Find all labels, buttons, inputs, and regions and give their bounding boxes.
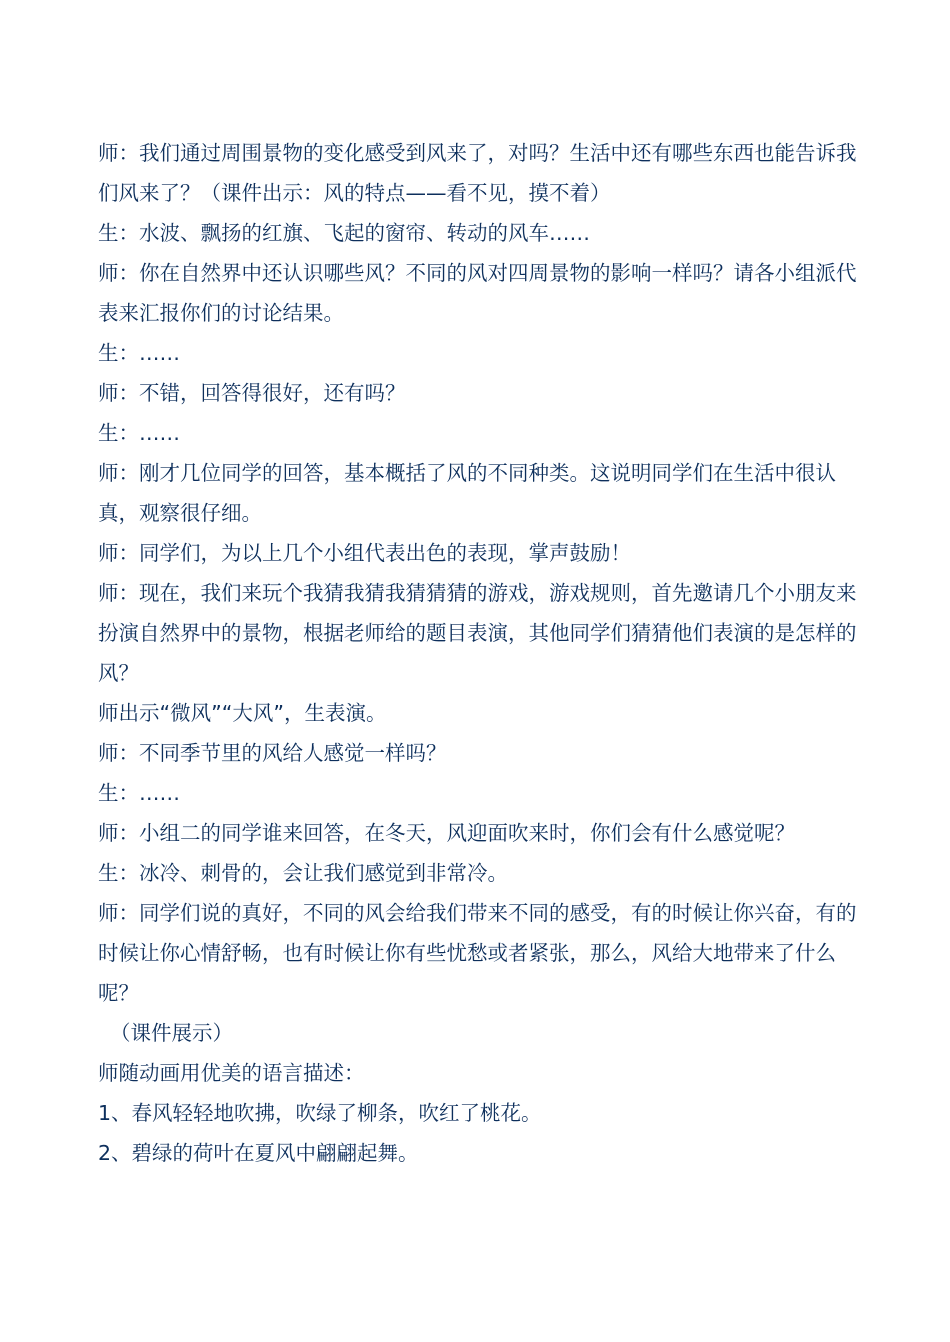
paragraph-6: 生：…… bbox=[98, 421, 180, 445]
paragraph-5: 师：不错，回答得很好，还有吗？ bbox=[98, 381, 406, 405]
paragraph-12: 生：…… bbox=[98, 781, 180, 805]
paragraph-3: 师：你在自然界中还认识哪些风？不同的风对四周景物的影响一样吗？请各小组派代表来汇报你们的讨论结果。 bbox=[98, 261, 857, 325]
document-body bbox=[98, 133, 858, 1173]
paragraph-16: （课件展示） bbox=[110, 1021, 233, 1045]
paragraph-17: 师随动画用优美的语言描述： bbox=[98, 1061, 365, 1085]
list-item-2: 2、碧绿的荷叶在夏风中翩翩起舞。 bbox=[98, 1141, 419, 1165]
list-item-1: 1、春风轻轻地吹拂，吹绿了柳条，吹红了桃花。 bbox=[98, 1101, 542, 1125]
paragraph-15: 师：同学们说的真好，不同的风会给我们带来不同的感受，有的时候让你兴奋，有的时候让你心情舒畅，也有时候让你有些忧愁或者紧张，那么，风给大地带来了什么呢？ bbox=[98, 901, 857, 1005]
paragraph-4: 生：…… bbox=[98, 341, 180, 365]
paragraph-8: 师：同学们，为以上几个小组代表出色的表现，掌声鼓励！ bbox=[98, 541, 631, 565]
paragraph-11: 师：不同季节里的风给人感觉一样吗？ bbox=[98, 741, 447, 765]
paragraph-9: 师：现在，我们来玩个我猜我猜我猜猜猜的游戏，游戏规则，首先邀请几个小朋友来扮演自然界中的景物，根据老师给的题目表演，其他同学们猜猜他们表演的是怎样的风？ bbox=[98, 581, 857, 685]
paragraph-7: 师：刚才几位同学的回答，基本概括了风的不同种类。这说明同学们在生活中很认真，观察很仔细。 bbox=[98, 461, 836, 525]
paragraph-14: 生：冰冷、刺骨的，会让我们感觉到非常冷。 bbox=[98, 861, 508, 885]
paragraph-2: 生：水波、飘扬的红旗、飞起的窗帘、转动的风车…… bbox=[98, 221, 590, 245]
paragraph-1: 师：我们通过周围景物的变化感受到风来了，对吗？生活中还有哪些东西也能告诉我们风来了？（课件出示：风的特点——看不见，摸不着） bbox=[98, 141, 857, 205]
paragraph-13: 师：小组二的同学谁来回答，在冬天，风迎面吹来时，你们会有什么感觉呢？ bbox=[98, 821, 795, 845]
paragraph-10: 师出示“微风”“大风”，生表演。 bbox=[98, 701, 387, 725]
